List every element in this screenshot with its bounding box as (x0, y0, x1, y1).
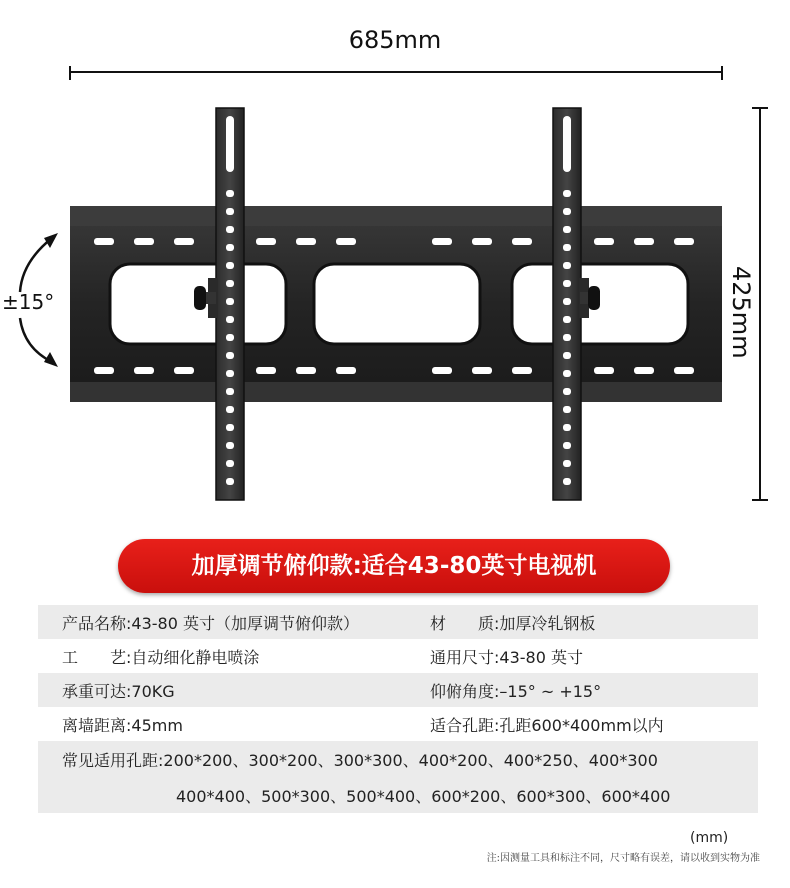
spec-row (38, 673, 758, 707)
spec-value: 45mm (131, 715, 183, 735)
spec-label: 常见适用孔距: (62, 750, 164, 770)
spec-table (38, 605, 758, 813)
spec-label: 产品名称: (62, 613, 132, 633)
spec-row (38, 639, 758, 673)
wall-plate (70, 206, 722, 402)
spec-label: 工 艺: (62, 647, 132, 667)
spec-value: 加厚冷轧钢板 (499, 613, 596, 633)
spec-value: 70KG (131, 681, 175, 701)
spec-label: 离墙距离: (62, 715, 132, 735)
spec-label: 材 质: (430, 613, 500, 633)
disclaimer-note: 注:因测量工具和标注不同，尺寸略有误差，请以收到实物为准 (486, 853, 760, 864)
spec-row-holes (38, 741, 758, 777)
spec-label: 适合孔距: (430, 715, 500, 735)
spec-value: 43-80 英寸（加厚调节俯仰款） (131, 613, 359, 633)
tilt-angle-label: ±15° (2, 290, 55, 314)
spec-value: 200*200、300*200、300*300、400*200、400*250、400*300 (163, 750, 658, 770)
spec-value: –15° ~ +15° (499, 681, 602, 701)
spec-value: 400*400、500*300、500*400、600*200、600*300、600*400 (176, 786, 671, 806)
spec-value: 孔距600*400mm以内 (499, 715, 664, 735)
spec-row (38, 605, 758, 639)
width-dimension-label: 685mm (348, 26, 442, 54)
spec-label: 通用尺寸: (430, 647, 500, 667)
height-dimension-label: 425mm (727, 266, 755, 359)
spec-value: 43-80 英寸 (499, 647, 583, 667)
spec-row (38, 707, 758, 741)
unit-label: (mm) (690, 830, 729, 846)
spec-label: 承重可达: (62, 681, 132, 701)
spec-value: 自动细化静电喷涂 (131, 647, 260, 667)
width-dimension-line (70, 66, 722, 80)
product-banner: 加厚调节俯仰款:适合43-80英寸电视机 (118, 539, 670, 593)
spec-row-holes-continued (38, 777, 758, 813)
spec-label: 仰俯角度: (430, 681, 500, 701)
